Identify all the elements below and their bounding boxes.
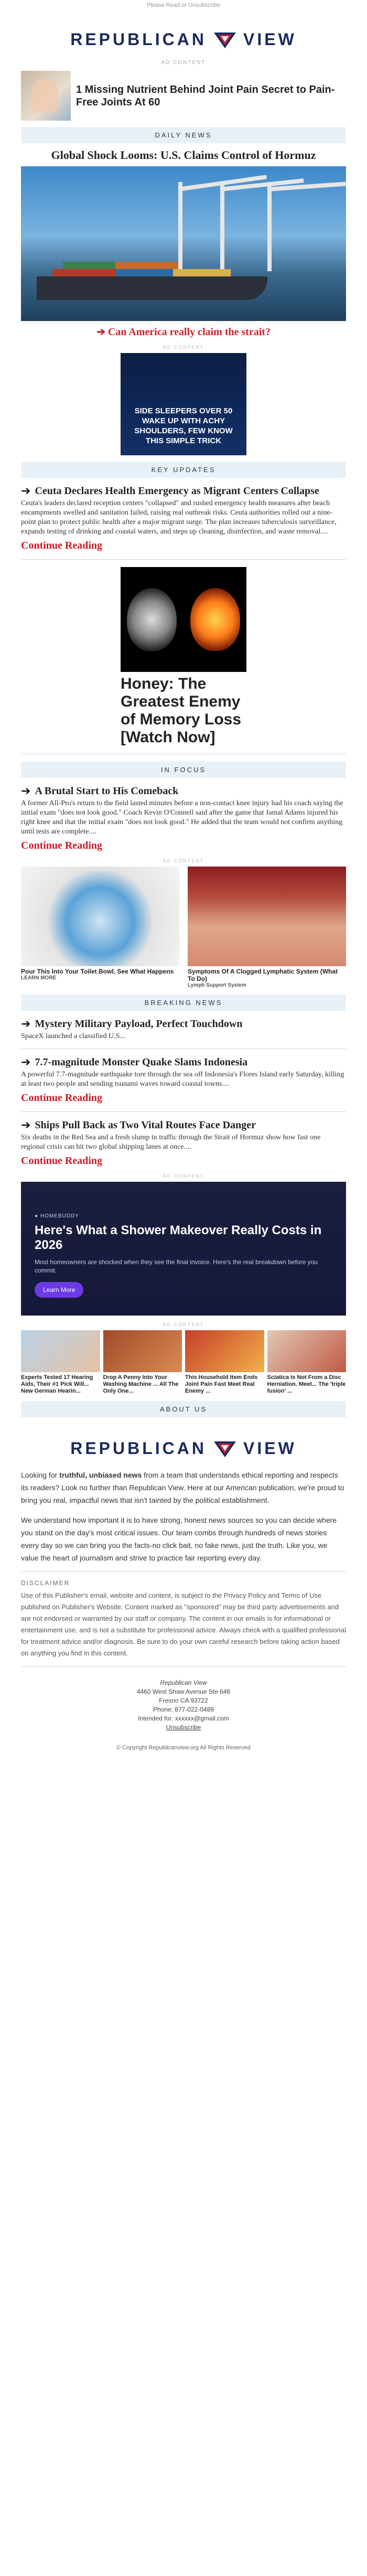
continue-reading-link[interactable]: Continue Reading [21,540,103,551]
ad-sub[interactable]: LEARN MORE [21,975,57,981]
continue-reading-link[interactable]: Continue Reading [21,840,103,851]
brand-emblem-icon [212,1438,238,1458]
ad-caption[interactable]: Pour This Into Your Toilet Bowl, See What Happens [21,968,174,975]
ad-label: AD CONTENT [163,858,204,863]
brand-word-2: VIEW [243,1438,297,1458]
story-body: SpaceX launched a classified U.S... [21,1032,126,1040]
about-paragraph-1: Looking for truthful, unbiased news from a team that understands ethical reporting and respects its readers? Look no further than Republican View. Here at our American publication, we're proud to bring you real, impactful news that isn't tainted by the political establishment. [21,1471,344,1504]
divider [21,1666,346,1667]
hearing-aid-ad[interactable] [21,1330,100,1395]
ad-kicker: ● HOMEBUDDY [35,1213,79,1219]
ad-image[interactable] [267,1330,347,1372]
story-body: Ceuta's leaders declared reception centers "collapsed" and rushed emergency health measures after beach encampments swelled and sanitation failed, raising real outbreak risks. Ceuta authorities rolled out a nine-point plan to protect public health after a major migrant surge. The plan increases tuberculosis surveillance, expands testing of drinking and coastal waters, and steps up cleaning, disinfection, and waste removal.... [21,499,337,536]
divider [21,1111,346,1112]
footer-name: Republican View [160,1679,207,1686]
story-title[interactable]: A Brutal Start to His Comeback [35,785,179,797]
ad-caption[interactable]: Symptoms Of A Clogged Lymphatic System (What To Do) [188,968,338,982]
ad-title[interactable]: Honey: The Greatest Enemy of Memory Loss [Watch Now] [121,675,242,746]
story-title[interactable]: 7.7-magnitude Monster Quake Slams Indonesia [35,1056,248,1068]
disclaimer-section [21,1579,346,1659]
ad-label: AD CONTENT [163,1173,204,1179]
ad-label: AD CONTENT [163,1322,204,1327]
footer-phone: Phone: 877-022-0489 [153,1706,214,1713]
side-sleepers-ad[interactable]: SIDE SLEEPERS OVER 50 WAKE UP WITH ACHY SHOULDERS, FEW KNOW THIS SIMPLE TRICK [121,353,246,455]
lymphatic-ad[interactable] [188,867,346,988]
brand-word-2: VIEW [243,29,297,49]
breaking-story [21,1119,346,1167]
arrow-icon: ➔ [21,784,31,797]
ad-desc: Most homeowners are shocked when they see the final invoice. Here's the real breakdown before you commit. [35,1258,318,1274]
footer [21,1679,346,1732]
ad-label: AD CONTENT [163,345,204,350]
ad-image[interactable] [185,1330,264,1372]
breaking-story [21,1018,346,1041]
brand-emblem-icon [212,29,238,49]
ad-caption[interactable]: Experts Tested 17 Hearing Aids, Their #1 Pick Will... New German Hearin... [21,1374,93,1394]
footer-intended: Intended for: xxxxxx@gmail.com [138,1715,229,1722]
continue-reading-link[interactable]: Continue Reading [21,1092,103,1104]
about-us-label: ABOUT US [21,1401,346,1417]
ad-caption[interactable]: Sciatica Is Not From a Disc Herniation. Meet... The 'triple fusion' ... [267,1374,346,1394]
disclaimer-text: Use of this Publisher's email, website and content, is subject to the Privacy Policy and Terms of Use published on Publisher's Website. Content marked as "sponsored" may be third party advertisements and are not endorsed or warranted by our staff or company. The content in our emails is for informational or entertainment use, and is not a substitute for professional advice. Always check with a qualified professional for treatment advice and/or diagnosis. Be sure to do your own careful research before taking action based on anything you find in this content. [21,1591,347,1657]
in-focus-label: IN FOCUS [21,762,346,778]
joint-pain-item-ad[interactable] [185,1330,264,1395]
brand-word-1: REPUBLICAN [70,1438,207,1458]
ad-image[interactable] [21,867,179,966]
learn-more-button[interactable]: Learn More [35,1282,83,1298]
honey-memory-ad[interactable] [121,567,246,746]
disclaimer-label: DISCLAIMER [21,1579,70,1587]
ad-image[interactable] [103,1330,182,1372]
copyright: © Copyright Republicanview.org All Rights Reserved [116,1745,251,1751]
shower-makeover-ad[interactable] [21,1182,346,1316]
ad-image[interactable] [21,1330,100,1372]
story-title[interactable]: Mystery Military Payload, Perfect Touchdown [35,1018,243,1030]
divider [21,559,346,560]
ad-title[interactable]: Here's What a Shower Makeover Really Costs in 2026 [35,1223,322,1252]
story-body: Six deaths in the Red Sea and a fresh slump in traffic through the Strait of Hormuz show how fast one regional crisis can hit two global shipping lanes at once.... [21,1134,321,1151]
story-body: A former All-Pro's return to the field lasted minutes before a non-contact knee injury had his coach saying the initial exam "does not look good." Coach Kevin O'Connell said after the game that Jamal Adams injured his right knee and that the initial exam "does not look good." He added that the team would not confirm anything until tests are complete.... [21,799,343,836]
breaking-news-label: BREAKING NEWS [21,995,346,1011]
about-paragraph-2: We understand how important it is to have strong, honest news sources so you can decide where you stand on the day's most critical issues. Our team combs through hundreds of news stories every day so we can bring you the facts-no click bait, no fake news, just the truth. Like you, we value the heart of journalism and strive to practice fair reporting every day. [21,1516,337,1562]
comeback-story [21,785,346,852]
continue-reading-link[interactable]: Continue Reading [21,1155,103,1167]
daily-cta-link[interactable]: ➔ Can America really claim the strait? [96,326,271,338]
footer-address-2: Fresno CA 93722 [159,1697,208,1704]
cargo-ship-image[interactable] [21,166,346,321]
duo-ads [21,867,346,988]
toilet-bowl-ad[interactable] [21,867,179,988]
story-title[interactable]: Ceuta Declares Health Emergency as Migrant Centers Collapse [35,485,319,497]
daily-headline[interactable]: Global Shock Looms: U.S. Claims Control of Hormuz [51,148,316,162]
brain-scan-image[interactable] [121,567,246,672]
story-title[interactable]: Ships Pull Back as Two Vital Routes Face Danger [35,1119,256,1131]
penny-washer-ad[interactable] [103,1330,182,1395]
ceuta-story [21,485,346,552]
ad-caption[interactable]: Drop A Penny Into Your Washing Machine ... All The Only One... [103,1374,179,1394]
top-note[interactable]: Please Read or Unsubscribe [146,2,221,8]
brand-word-1: REPUBLICAN [70,29,207,49]
arrow-icon: ➔ [21,1017,31,1030]
brand-logo [21,1438,346,1458]
ad-caption[interactable]: This Household Item Ends Joint Pain Fast Meet Real Enemy ... [185,1374,258,1394]
arrow-icon: ➔ [21,1118,31,1131]
strip-ads [21,1330,346,1395]
ad-image[interactable] [21,71,71,121]
ad-sub[interactable]: Lymph Support System [188,982,246,988]
sciatica-ad[interactable] [267,1330,347,1395]
arrow-icon: ➔ [21,1055,31,1068]
story-body: A powerful 7.7-magnitude earthquake tore through the sea off Indonesia's Flores Island early Saturday, killing at least two people and sending tsunami waves toward coastal towns.... [21,1071,344,1088]
joint-pain-ad[interactable] [21,71,346,121]
about-section [21,1469,346,1564]
brand-logo [21,29,346,49]
unsubscribe-link[interactable]: Unsubscribe [166,1724,201,1731]
ad-image[interactable] [188,867,346,966]
ad-label: AD CONTENT [161,60,206,66]
daily-news-label: DAILY NEWS [21,127,346,143]
footer-address-1: 4460 West Shaw Avenue Ste 646 [136,1688,231,1695]
breaking-story [21,1056,346,1104]
arrow-icon: ➔ [21,484,31,497]
key-updates-label: KEY UPDATES [21,462,346,478]
ad-text[interactable]: 1 Missing Nutrient Behind Joint Pain Secret to Pain-Free Joints At 60 [76,83,335,108]
